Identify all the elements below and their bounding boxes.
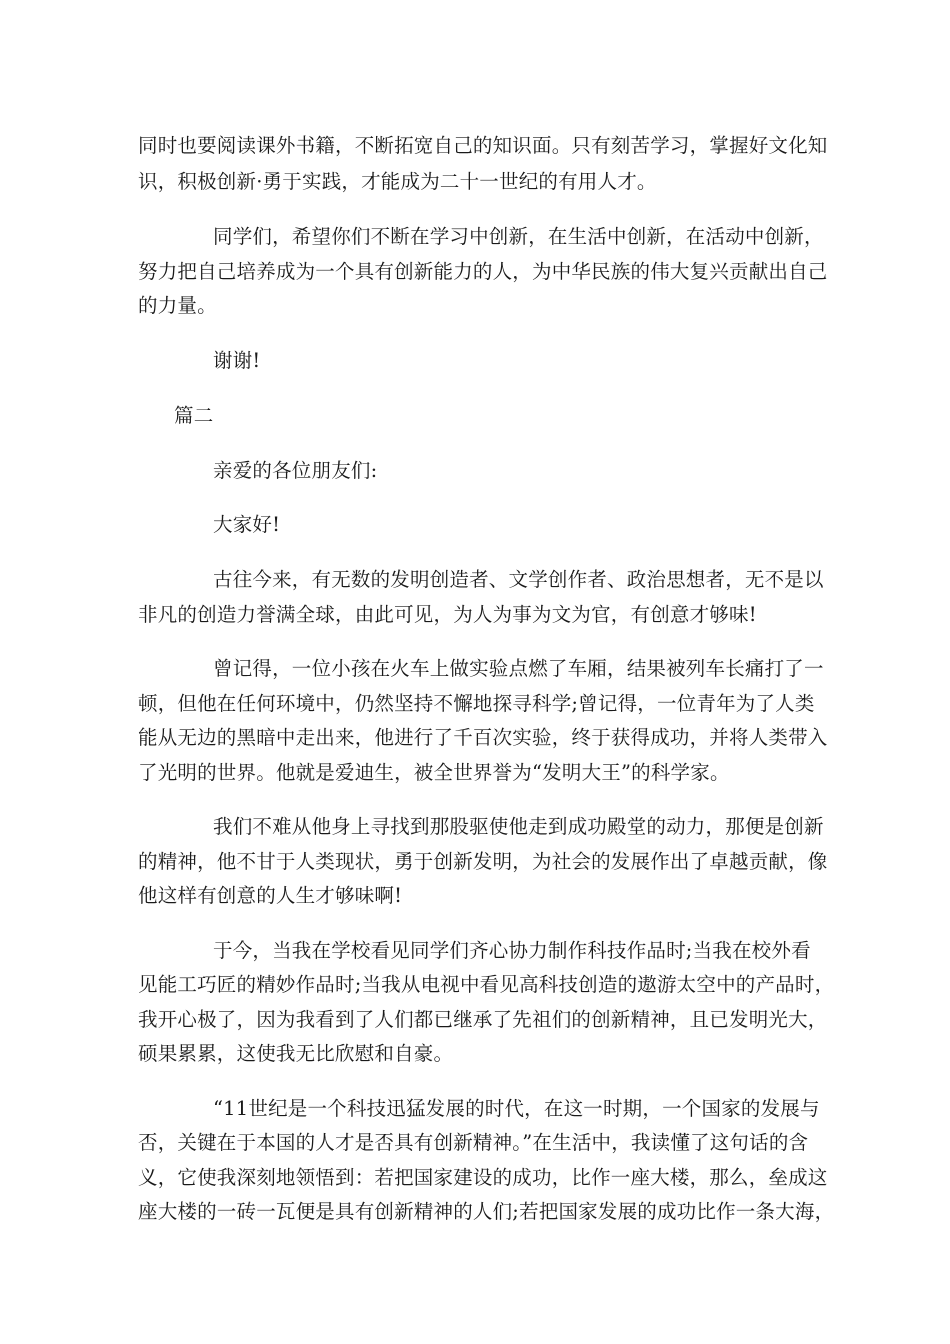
paragraph-line: 顿，但他在任何环境中，仍然坚持不懈地探寻科学;曾记得，一位青年为了人类 [138,692,815,715]
paragraph-line: 我开心极了，因为我看到了人们都已继承了先祖们的创新精神，且已发明光大， [138,1008,828,1031]
paragraph-line: 同时也要阅读课外书籍，不断拓宽自己的知识面。只有刻苦学习，掌握好文化知 [138,134,828,157]
paragraph-line: 识，积极创新·勇于实践，才能成为二十一世纪的有用人才。 [138,170,657,193]
paragraph-line: 我们不难从他身上寻找到那股驱使他走到成功殿堂的动力，那便是创新 [213,815,824,838]
paragraph-line: 同学们，希望你们不断在学习中创新，在生活中创新，在活动中创新， [213,225,824,248]
paragraph-line: 能从无边的黑暗中走出来，他进行了千百次实验，终于获得成功，并将人类带入 [138,726,828,749]
paragraph-line: 义，它使我深刻地领悟到：若把国家建设的成功，比作一座大楼，那么，垒成这 [138,1166,828,1189]
paragraph-line: 的力量。 [138,294,217,317]
paragraph-line: 了光明的世界。他就是爱迪生，被全世界誉为“发明大王”的科学家。 [138,761,730,784]
paragraph-line: 否，关键在于本国的人才是否具有创新精神。”在生活中，我读懂了这句话的含 [138,1131,809,1154]
salutation-line: 亲爱的各位朋友们: [213,459,378,482]
paragraph-line: 的精神，他不甘于人类现状，勇于创新发明，为社会的发展作出了卓越贡献，像 [138,850,828,873]
paragraph-line: 曾记得，一位小孩在火车上做实验点燃了车厢，结果被列车长痛打了一 [213,657,824,680]
paragraph-line: 硕果累累，这使我无比欣慰和自豪。 [138,1042,454,1065]
paragraph-line: 见能工巧匠的精妙作品时;当我从电视中看见高科技创造的遨游太空中的产品时， [138,973,835,996]
paragraph-line: 于今，当我在学校看见同学们齐心协力制作科技作品时;当我在校外看 [213,939,811,962]
greeting-line: 大家好! [213,513,281,536]
paragraph-line: 非凡的创造力誉满全球，由此可见，为人为事为文为官，有创意才够味! [138,603,757,626]
paragraph-line: 古往今来，有无数的发明创造者、文学创作者、政治思想者，无不是以 [213,568,824,591]
paragraph-line: “11世纪是一个科技迅猛发展的时代，在这一时期，一个国家的发展与 [213,1097,820,1120]
paragraph-line: 努力把自己培养成为一个具有创新能力的人，为中华民族的伟大复兴贡献出自己 [138,260,828,283]
section-heading: 篇二 [174,404,214,427]
closing-line: 谢谢! [213,349,261,372]
paragraph-line: 他这样有创意的人生才够味啊! [138,884,403,907]
paragraph-line: 座大楼的一砖一瓦便是具有创新精神的人们;若把国家发展的成功比作一条大海， [138,1200,835,1223]
